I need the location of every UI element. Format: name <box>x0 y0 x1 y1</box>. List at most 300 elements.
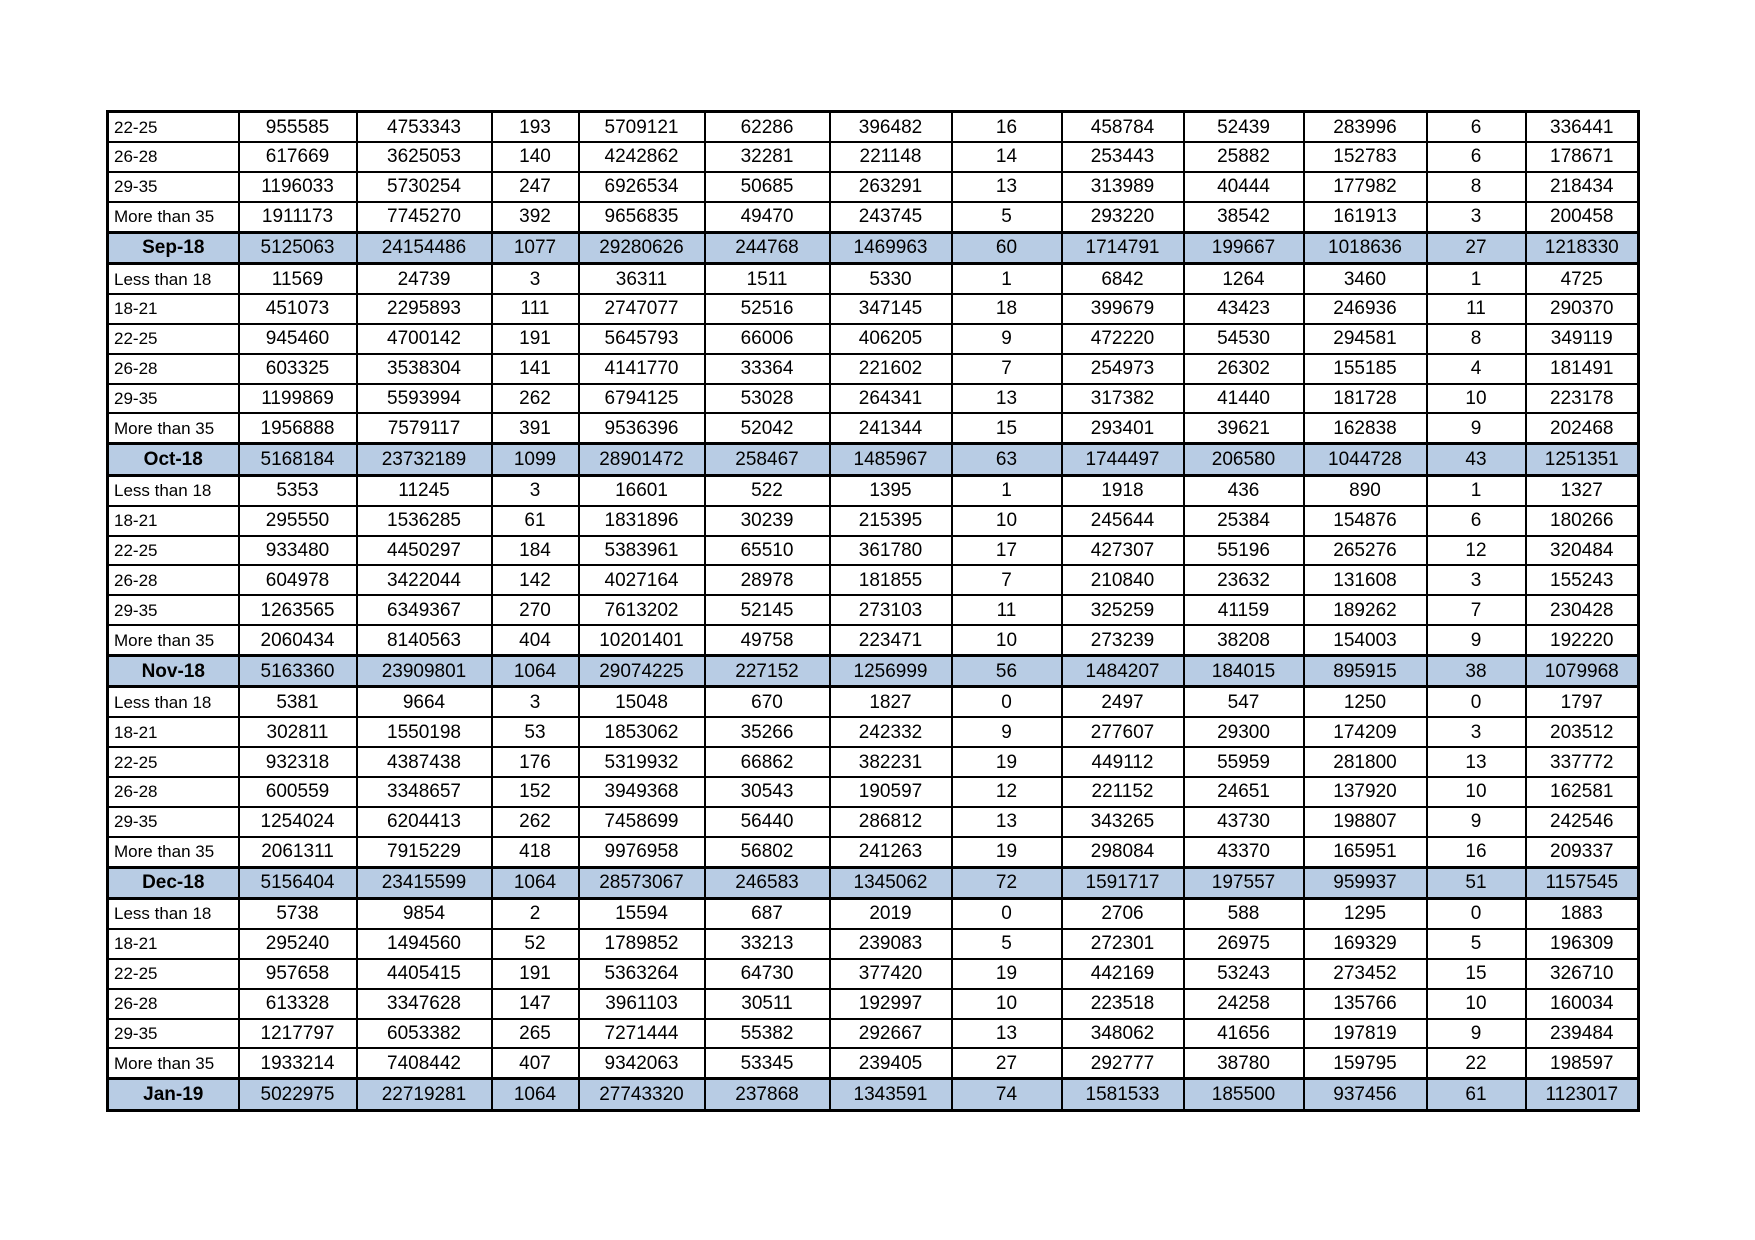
value-cell: 49470 <box>705 202 830 233</box>
value-cell: 227152 <box>705 656 830 687</box>
value-cell: 74 <box>952 1079 1062 1111</box>
value-cell: 53028 <box>705 384 830 414</box>
value-cell: 13 <box>952 807 1062 837</box>
value-cell: 165951 <box>1304 837 1427 868</box>
value-cell: 1218330 <box>1526 232 1639 263</box>
value-cell: 178671 <box>1526 142 1639 172</box>
value-cell: 4 <box>1427 354 1526 384</box>
value-cell: 313989 <box>1062 172 1184 202</box>
value-cell: 4725 <box>1526 264 1639 295</box>
value-cell: 1199869 <box>239 384 357 414</box>
value-cell: 10 <box>1427 777 1526 807</box>
value-cell: 0 <box>1427 898 1526 929</box>
value-cell: 1018636 <box>1304 232 1427 263</box>
value-cell: 184015 <box>1184 656 1304 687</box>
value-cell: 326710 <box>1526 959 1639 989</box>
value-cell: 51 <box>1427 867 1526 898</box>
value-cell: 0 <box>952 687 1062 718</box>
value-cell: 9664 <box>357 687 492 718</box>
value-cell: 43423 <box>1184 294 1304 324</box>
value-cell: 10201401 <box>579 625 705 656</box>
value-cell: 264341 <box>830 384 952 414</box>
value-cell: 239484 <box>1526 1019 1639 1049</box>
table-row <box>108 354 1639 384</box>
value-cell: 8140563 <box>357 625 492 656</box>
value-cell: 4753343 <box>357 112 492 143</box>
value-cell: 1345062 <box>830 867 952 898</box>
value-cell: 12 <box>1427 536 1526 566</box>
value-cell: 141 <box>492 354 579 384</box>
value-cell: 24739 <box>357 264 492 295</box>
value-cell: 407 <box>492 1048 579 1079</box>
row-label-cell: 29-35 <box>108 807 239 837</box>
value-cell: 180266 <box>1526 506 1639 536</box>
value-cell: 7745270 <box>357 202 492 233</box>
value-cell: 2747077 <box>579 294 705 324</box>
row-label-cell: 29-35 <box>108 384 239 414</box>
value-cell: 193 <box>492 112 579 143</box>
value-cell: 200458 <box>1526 202 1639 233</box>
value-cell: 53243 <box>1184 959 1304 989</box>
table-row <box>108 898 1639 929</box>
value-cell: 54530 <box>1184 324 1304 354</box>
table-row <box>108 264 1639 295</box>
value-cell: 5319932 <box>579 747 705 777</box>
value-cell: 1251351 <box>1526 444 1639 475</box>
value-cell: 1591717 <box>1062 867 1184 898</box>
value-cell: 3625053 <box>357 142 492 172</box>
value-cell: 6 <box>1427 142 1526 172</box>
value-cell: 3 <box>1427 717 1526 747</box>
row-label-cell: 18-21 <box>108 717 239 747</box>
value-cell: 30239 <box>705 506 830 536</box>
value-cell: 1254024 <box>239 807 357 837</box>
value-cell: 396482 <box>830 112 952 143</box>
value-cell: 199667 <box>1184 232 1304 263</box>
value-cell: 24258 <box>1184 989 1304 1019</box>
value-cell: 162581 <box>1526 777 1639 807</box>
value-cell: 26302 <box>1184 354 1304 384</box>
value-cell: 29300 <box>1184 717 1304 747</box>
value-cell: 29280626 <box>579 232 705 263</box>
row-label-cell: More than 35 <box>108 837 239 868</box>
value-cell: 55196 <box>1184 536 1304 566</box>
value-cell: 19 <box>952 959 1062 989</box>
value-cell: 0 <box>952 898 1062 929</box>
value-cell: 1789852 <box>579 929 705 959</box>
value-cell: 5125063 <box>239 232 357 263</box>
value-cell: 9 <box>952 717 1062 747</box>
value-cell: 142 <box>492 565 579 595</box>
value-cell: 295550 <box>239 506 357 536</box>
value-cell: 66006 <box>705 324 830 354</box>
value-cell: 28978 <box>705 565 830 595</box>
value-cell: 154003 <box>1304 625 1427 656</box>
value-cell: 347145 <box>830 294 952 324</box>
value-cell: 22 <box>1427 1048 1526 1079</box>
row-label-cell: 29-35 <box>108 1019 239 1049</box>
month-label-cell: Jan-19 <box>108 1079 239 1111</box>
value-cell: 955585 <box>239 112 357 143</box>
value-cell: 152 <box>492 777 579 807</box>
value-cell: 32281 <box>705 142 830 172</box>
value-cell: 7613202 <box>579 595 705 625</box>
row-label-cell: 18-21 <box>108 929 239 959</box>
value-cell: 5363264 <box>579 959 705 989</box>
value-cell: 959937 <box>1304 867 1427 898</box>
value-cell: 15594 <box>579 898 705 929</box>
value-cell: 317382 <box>1062 384 1184 414</box>
value-cell: 50685 <box>705 172 830 202</box>
value-cell: 13 <box>1427 747 1526 777</box>
value-cell: 1469963 <box>830 232 952 263</box>
value-cell: 192220 <box>1526 625 1639 656</box>
value-cell: 3961103 <box>579 989 705 1019</box>
value-cell: 241344 <box>830 413 952 444</box>
value-cell: 4141770 <box>579 354 705 384</box>
value-cell: 348062 <box>1062 1019 1184 1049</box>
value-cell: 22719281 <box>357 1079 492 1111</box>
value-cell: 177982 <box>1304 172 1427 202</box>
row-label-cell: 26-28 <box>108 777 239 807</box>
table-row <box>108 929 1639 959</box>
value-cell: 11 <box>1427 294 1526 324</box>
value-cell: 7 <box>1427 595 1526 625</box>
value-cell: 3538304 <box>357 354 492 384</box>
value-cell: 25384 <box>1184 506 1304 536</box>
value-cell: 52516 <box>705 294 830 324</box>
month-label-cell: Sep-18 <box>108 232 239 263</box>
value-cell: 603325 <box>239 354 357 384</box>
value-cell: 270 <box>492 595 579 625</box>
value-cell: 2019 <box>830 898 952 929</box>
value-cell: 38780 <box>1184 1048 1304 1079</box>
value-cell: 4405415 <box>357 959 492 989</box>
table-row <box>108 717 1639 747</box>
table-row <box>108 536 1639 566</box>
value-cell: 670 <box>705 687 830 718</box>
value-cell: 28901472 <box>579 444 705 475</box>
value-cell: 1064 <box>492 1079 579 1111</box>
value-cell: 181728 <box>1304 384 1427 414</box>
value-cell: 242546 <box>1526 807 1639 837</box>
row-label-cell: 26-28 <box>108 142 239 172</box>
row-label-cell: 26-28 <box>108 565 239 595</box>
value-cell: 262 <box>492 384 579 414</box>
value-cell: 9976958 <box>579 837 705 868</box>
value-cell: 1157545 <box>1526 867 1639 898</box>
value-cell: 135766 <box>1304 989 1427 1019</box>
value-cell: 262 <box>492 807 579 837</box>
value-cell: 1494560 <box>357 929 492 959</box>
value-cell: 404 <box>492 625 579 656</box>
value-cell: 937456 <box>1304 1079 1427 1111</box>
value-cell: 265276 <box>1304 536 1427 566</box>
row-label-cell: 18-21 <box>108 294 239 324</box>
value-cell: 5168184 <box>239 444 357 475</box>
value-cell: 53345 <box>705 1048 830 1079</box>
value-cell: 1 <box>1427 475 1526 506</box>
value-cell: 547 <box>1184 687 1304 718</box>
value-cell: 1536285 <box>357 506 492 536</box>
table-row <box>108 475 1639 506</box>
value-cell: 337772 <box>1526 747 1639 777</box>
value-cell: 43 <box>1427 444 1526 475</box>
value-cell: 273239 <box>1062 625 1184 656</box>
value-cell: 147 <box>492 989 579 1019</box>
value-cell: 382231 <box>830 747 952 777</box>
value-cell: 56 <box>952 656 1062 687</box>
value-cell: 65510 <box>705 536 830 566</box>
value-cell: 221602 <box>830 354 952 384</box>
value-cell: 64730 <box>705 959 830 989</box>
value-cell: 196309 <box>1526 929 1639 959</box>
value-cell: 36311 <box>579 264 705 295</box>
value-cell: 52439 <box>1184 112 1304 143</box>
value-cell: 209337 <box>1526 837 1639 868</box>
value-cell: 1077 <box>492 232 579 263</box>
value-cell: 5156404 <box>239 867 357 898</box>
value-cell: 3 <box>492 264 579 295</box>
table-row <box>108 837 1639 868</box>
value-cell: 60 <box>952 232 1062 263</box>
value-cell: 237868 <box>705 1079 830 1111</box>
value-cell: 3 <box>492 687 579 718</box>
value-cell: 258467 <box>705 444 830 475</box>
value-cell: 197819 <box>1304 1019 1427 1049</box>
value-cell: 1831896 <box>579 506 705 536</box>
value-cell: 33364 <box>705 354 830 384</box>
month-label-cell: Dec-18 <box>108 867 239 898</box>
value-cell: 6842 <box>1062 264 1184 295</box>
value-cell: 1956888 <box>239 413 357 444</box>
value-cell: 185500 <box>1184 1079 1304 1111</box>
value-cell: 5353 <box>239 475 357 506</box>
value-cell: 9 <box>952 324 1062 354</box>
value-cell: 14 <box>952 142 1062 172</box>
value-cell: 26975 <box>1184 929 1304 959</box>
value-cell: 223518 <box>1062 989 1184 1019</box>
row-label-cell: 26-28 <box>108 354 239 384</box>
value-cell: 6926534 <box>579 172 705 202</box>
table-row <box>108 595 1639 625</box>
value-cell: 2706 <box>1062 898 1184 929</box>
value-cell: 160034 <box>1526 989 1639 1019</box>
value-cell: 27 <box>1427 232 1526 263</box>
table-row <box>108 202 1639 233</box>
value-cell: 23415599 <box>357 867 492 898</box>
table-row <box>108 172 1639 202</box>
value-cell: 2060434 <box>239 625 357 656</box>
value-cell: 3348657 <box>357 777 492 807</box>
value-cell: 3422044 <box>357 565 492 595</box>
value-cell: 6053382 <box>357 1019 492 1049</box>
value-cell: 281800 <box>1304 747 1427 777</box>
value-cell: 192997 <box>830 989 952 1019</box>
value-cell: 23732189 <box>357 444 492 475</box>
value-cell: 43370 <box>1184 837 1304 868</box>
value-cell: 320484 <box>1526 536 1639 566</box>
value-cell: 254973 <box>1062 354 1184 384</box>
value-cell: 206580 <box>1184 444 1304 475</box>
value-cell: 406205 <box>830 324 952 354</box>
value-cell: 52042 <box>705 413 830 444</box>
value-cell: 253443 <box>1062 142 1184 172</box>
value-cell: 6204413 <box>357 807 492 837</box>
value-cell: 391 <box>492 413 579 444</box>
value-cell: 1550198 <box>357 717 492 747</box>
value-cell: 154876 <box>1304 506 1427 536</box>
value-cell: 24651 <box>1184 777 1304 807</box>
table-row <box>108 989 1639 1019</box>
value-cell: 292777 <box>1062 1048 1184 1079</box>
value-cell: 2 <box>492 898 579 929</box>
value-cell: 3 <box>1427 202 1526 233</box>
value-cell: 246936 <box>1304 294 1427 324</box>
value-cell: 1343591 <box>830 1079 952 1111</box>
value-cell: 221148 <box>830 142 952 172</box>
value-cell: 13 <box>952 172 1062 202</box>
row-label-cell: Less than 18 <box>108 475 239 506</box>
value-cell: 23909801 <box>357 656 492 687</box>
value-cell: 2295893 <box>357 294 492 324</box>
value-cell: 292667 <box>830 1019 952 1049</box>
value-cell: 161913 <box>1304 202 1427 233</box>
value-cell: 221152 <box>1062 777 1184 807</box>
value-cell: 111 <box>492 294 579 324</box>
value-cell: 30543 <box>705 777 830 807</box>
value-cell: 140 <box>492 142 579 172</box>
value-cell: 9342063 <box>579 1048 705 1079</box>
value-cell: 162838 <box>1304 413 1427 444</box>
table-row <box>108 747 1639 777</box>
value-cell: 1744497 <box>1062 444 1184 475</box>
value-cell: 427307 <box>1062 536 1184 566</box>
value-cell: 155185 <box>1304 354 1427 384</box>
value-cell: 451073 <box>239 294 357 324</box>
value-cell: 1 <box>952 264 1062 295</box>
value-cell: 9536396 <box>579 413 705 444</box>
value-cell: 13 <box>952 1019 1062 1049</box>
value-cell: 215395 <box>830 506 952 536</box>
value-cell: 3 <box>492 475 579 506</box>
value-cell: 4242862 <box>579 142 705 172</box>
row-label-cell: Less than 18 <box>108 264 239 295</box>
value-cell: 4450297 <box>357 536 492 566</box>
value-cell: 617669 <box>239 142 357 172</box>
value-cell: 18 <box>952 294 1062 324</box>
value-cell: 239083 <box>830 929 952 959</box>
value-cell: 932318 <box>239 747 357 777</box>
value-cell: 9 <box>1427 625 1526 656</box>
value-cell: 302811 <box>239 717 357 747</box>
value-cell: 392 <box>492 202 579 233</box>
value-cell: 66862 <box>705 747 830 777</box>
value-cell: 8 <box>1427 172 1526 202</box>
value-cell: 10 <box>952 625 1062 656</box>
value-cell: 1217797 <box>239 1019 357 1049</box>
value-cell: 1797 <box>1526 687 1639 718</box>
value-cell: 10 <box>952 989 1062 1019</box>
value-cell: 189262 <box>1304 595 1427 625</box>
value-cell: 9 <box>1427 807 1526 837</box>
value-cell: 23632 <box>1184 565 1304 595</box>
value-cell: 155243 <box>1526 565 1639 595</box>
value-cell: 53 <box>492 717 579 747</box>
row-label-cell: 22-25 <box>108 959 239 989</box>
value-cell: 349119 <box>1526 324 1639 354</box>
value-cell: 1327 <box>1526 475 1639 506</box>
value-cell: 1714791 <box>1062 232 1184 263</box>
row-label-cell: 22-25 <box>108 324 239 354</box>
value-cell: 293401 <box>1062 413 1184 444</box>
value-cell: 687 <box>705 898 830 929</box>
value-cell: 244768 <box>705 232 830 263</box>
value-cell: 184 <box>492 536 579 566</box>
value-cell: 4387438 <box>357 747 492 777</box>
value-cell: 176 <box>492 747 579 777</box>
summary-row <box>108 1079 1639 1111</box>
value-cell: 72 <box>952 867 1062 898</box>
value-cell: 10 <box>1427 384 1526 414</box>
value-cell: 19 <box>952 837 1062 868</box>
value-cell: 210840 <box>1062 565 1184 595</box>
value-cell: 1263565 <box>239 595 357 625</box>
value-cell: 1827 <box>830 687 952 718</box>
value-cell: 343265 <box>1062 807 1184 837</box>
value-cell: 12 <box>952 777 1062 807</box>
summary-row <box>108 656 1639 687</box>
table-row <box>108 413 1639 444</box>
value-cell: 15 <box>1427 959 1526 989</box>
value-cell: 436 <box>1184 475 1304 506</box>
value-cell: 5730254 <box>357 172 492 202</box>
value-cell: 5 <box>1427 929 1526 959</box>
value-cell: 6794125 <box>579 384 705 414</box>
value-cell: 198807 <box>1304 807 1427 837</box>
value-cell: 6 <box>1427 506 1526 536</box>
value-cell: 203512 <box>1526 717 1639 747</box>
value-cell: 442169 <box>1062 959 1184 989</box>
value-cell: 1395 <box>830 475 952 506</box>
value-cell: 6 <box>1427 112 1526 143</box>
value-cell: 16601 <box>579 475 705 506</box>
value-cell: 35266 <box>705 717 830 747</box>
value-cell: 15048 <box>579 687 705 718</box>
table-row <box>108 324 1639 354</box>
value-cell: 1933214 <box>239 1048 357 1079</box>
table-row <box>108 112 1639 143</box>
value-cell: 890 <box>1304 475 1427 506</box>
row-label-cell: 22-25 <box>108 536 239 566</box>
month-label-cell: Oct-18 <box>108 444 239 475</box>
value-cell: 241263 <box>830 837 952 868</box>
summary-row <box>108 232 1639 263</box>
value-cell: 245644 <box>1062 506 1184 536</box>
table-row <box>108 959 1639 989</box>
value-cell: 2497 <box>1062 687 1184 718</box>
value-cell: 336441 <box>1526 112 1639 143</box>
value-cell: 55382 <box>705 1019 830 1049</box>
value-cell: 56440 <box>705 807 830 837</box>
row-label-cell: 29-35 <box>108 595 239 625</box>
value-cell: 295240 <box>239 929 357 959</box>
value-cell: 472220 <box>1062 324 1184 354</box>
value-cell: 181491 <box>1526 354 1639 384</box>
row-label-cell: 26-28 <box>108 989 239 1019</box>
value-cell: 377420 <box>830 959 952 989</box>
value-cell: 190597 <box>830 777 952 807</box>
